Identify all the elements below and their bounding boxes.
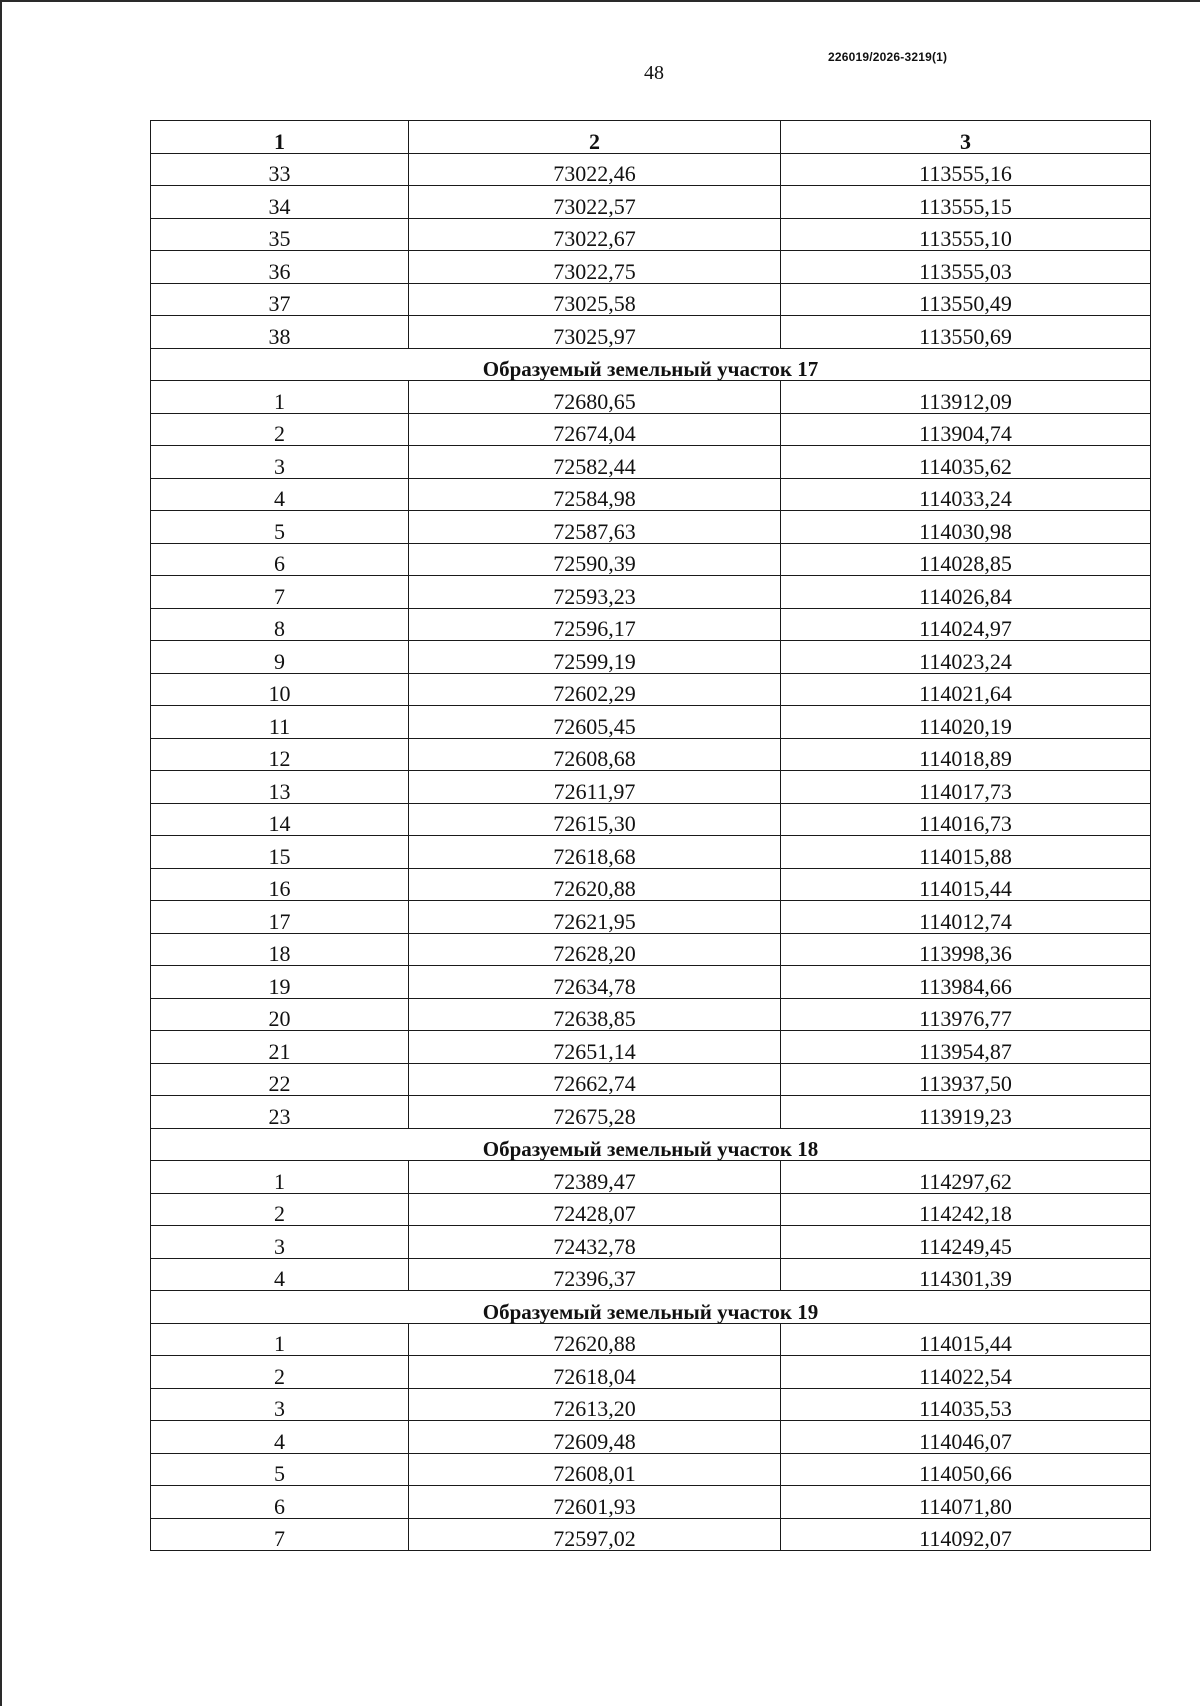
point-number-cell: 17 xyxy=(151,901,409,934)
y-coordinate-cell: 113976,77 xyxy=(781,998,1151,1031)
x-coordinate-cell: 72680,65 xyxy=(409,381,781,414)
x-coordinate-cell: 72621,95 xyxy=(409,901,781,934)
x-coordinate-cell: 73022,46 xyxy=(409,153,781,186)
table-row xyxy=(151,153,1151,186)
section-title: Образуемый земельный участок 19 xyxy=(151,1291,1151,1324)
table-row xyxy=(151,1193,1151,1226)
table-row xyxy=(151,381,1151,414)
y-coordinate-cell: 114024,97 xyxy=(781,608,1151,641)
table-row xyxy=(151,608,1151,641)
table-row xyxy=(151,413,1151,446)
y-coordinate-cell: 114028,85 xyxy=(781,543,1151,576)
table-row xyxy=(151,1453,1151,1486)
table-row xyxy=(151,1421,1151,1454)
y-coordinate-cell: 114020,19 xyxy=(781,706,1151,739)
x-coordinate-cell: 73022,57 xyxy=(409,186,781,219)
point-number-cell: 38 xyxy=(151,316,409,349)
point-number-cell: 23 xyxy=(151,1096,409,1129)
y-coordinate-cell: 114092,07 xyxy=(781,1518,1151,1551)
x-coordinate-cell: 72590,39 xyxy=(409,543,781,576)
table-row xyxy=(151,771,1151,804)
point-number-cell: 18 xyxy=(151,933,409,966)
y-coordinate-cell: 114046,07 xyxy=(781,1421,1151,1454)
point-number-cell: 35 xyxy=(151,218,409,251)
table-row xyxy=(151,446,1151,479)
x-coordinate-cell: 73025,58 xyxy=(409,283,781,316)
table-row xyxy=(151,1161,1151,1194)
table-row xyxy=(151,1226,1151,1259)
x-coordinate-cell: 72396,37 xyxy=(409,1258,781,1291)
table-header-row xyxy=(151,121,1151,154)
y-coordinate-cell: 114301,39 xyxy=(781,1258,1151,1291)
x-coordinate-cell: 72389,47 xyxy=(409,1161,781,1194)
x-coordinate-cell: 72613,20 xyxy=(409,1388,781,1421)
y-coordinate-cell: 114035,62 xyxy=(781,446,1151,479)
point-number-cell: 11 xyxy=(151,706,409,739)
x-coordinate-cell: 72638,85 xyxy=(409,998,781,1031)
point-number-cell: 4 xyxy=(151,1421,409,1454)
point-number-cell: 10 xyxy=(151,673,409,706)
x-coordinate-cell: 72428,07 xyxy=(409,1193,781,1226)
table-row xyxy=(151,1258,1151,1291)
y-coordinate-cell: 113555,16 xyxy=(781,153,1151,186)
x-coordinate-cell: 72674,04 xyxy=(409,413,781,446)
table-row xyxy=(151,1063,1151,1096)
point-number-cell: 37 xyxy=(151,283,409,316)
y-coordinate-cell: 114297,62 xyxy=(781,1161,1151,1194)
point-number-cell: 4 xyxy=(151,1258,409,1291)
y-coordinate-cell: 114021,64 xyxy=(781,673,1151,706)
section-title-row xyxy=(151,1128,1151,1161)
y-coordinate-cell: 113954,87 xyxy=(781,1031,1151,1064)
y-coordinate-cell: 113550,49 xyxy=(781,283,1151,316)
point-number-cell: 13 xyxy=(151,771,409,804)
y-coordinate-cell: 114050,66 xyxy=(781,1453,1151,1486)
point-number-cell: 9 xyxy=(151,641,409,674)
section-title: Образуемый земельный участок 17 xyxy=(151,348,1151,381)
x-coordinate-cell: 72615,30 xyxy=(409,803,781,836)
point-number-cell: 21 xyxy=(151,1031,409,1064)
table-row xyxy=(151,738,1151,771)
x-coordinate-cell: 72651,14 xyxy=(409,1031,781,1064)
table-row xyxy=(151,868,1151,901)
table-row xyxy=(151,1518,1151,1551)
y-coordinate-cell: 113904,74 xyxy=(781,413,1151,446)
x-coordinate-cell: 72582,44 xyxy=(409,446,781,479)
table-row xyxy=(151,966,1151,999)
point-number-cell: 22 xyxy=(151,1063,409,1096)
section-title-row xyxy=(151,1291,1151,1324)
point-number-cell: 2 xyxy=(151,1356,409,1389)
x-coordinate-cell: 73025,97 xyxy=(409,316,781,349)
table-row xyxy=(151,1096,1151,1129)
point-number-cell: 1 xyxy=(151,381,409,414)
point-number-cell: 7 xyxy=(151,576,409,609)
table-row xyxy=(151,836,1151,869)
point-number-cell: 15 xyxy=(151,836,409,869)
y-coordinate-cell: 114026,84 xyxy=(781,576,1151,609)
point-number-cell: 5 xyxy=(151,511,409,544)
table-row xyxy=(151,218,1151,251)
y-coordinate-cell: 114022,54 xyxy=(781,1356,1151,1389)
section-title-row xyxy=(151,348,1151,381)
point-number-cell: 6 xyxy=(151,1486,409,1519)
scan-edge-left xyxy=(0,0,2,1706)
table-row xyxy=(151,1388,1151,1421)
y-coordinate-cell: 113912,09 xyxy=(781,381,1151,414)
x-coordinate-cell: 73022,67 xyxy=(409,218,781,251)
point-number-cell: 33 xyxy=(151,153,409,186)
x-coordinate-cell: 72601,93 xyxy=(409,1486,781,1519)
point-number-cell: 14 xyxy=(151,803,409,836)
point-number-cell: 8 xyxy=(151,608,409,641)
y-coordinate-cell: 113919,23 xyxy=(781,1096,1151,1129)
y-coordinate-cell: 114033,24 xyxy=(781,478,1151,511)
y-coordinate-cell: 114023,24 xyxy=(781,641,1151,674)
point-number-cell: 19 xyxy=(151,966,409,999)
y-coordinate-cell: 114012,74 xyxy=(781,901,1151,934)
point-number-cell: 3 xyxy=(151,1388,409,1421)
point-number-cell: 20 xyxy=(151,998,409,1031)
x-coordinate-cell: 72618,04 xyxy=(409,1356,781,1389)
table-row xyxy=(151,641,1151,674)
table-row xyxy=(151,1323,1151,1356)
y-coordinate-cell: 113984,66 xyxy=(781,966,1151,999)
x-coordinate-cell: 72675,28 xyxy=(409,1096,781,1129)
x-coordinate-cell: 72608,01 xyxy=(409,1453,781,1486)
point-number-cell: 1 xyxy=(151,1161,409,1194)
y-coordinate-cell: 113550,69 xyxy=(781,316,1151,349)
column-header-y: 3 xyxy=(781,121,1151,154)
page-number: 48 xyxy=(644,62,664,84)
x-coordinate-cell: 73022,75 xyxy=(409,251,781,284)
y-coordinate-cell: 113998,36 xyxy=(781,933,1151,966)
y-coordinate-cell: 114017,73 xyxy=(781,771,1151,804)
point-number-cell: 4 xyxy=(151,478,409,511)
coordinates-table-body xyxy=(151,121,1151,1551)
point-number-cell: 3 xyxy=(151,446,409,479)
point-number-cell: 1 xyxy=(151,1323,409,1356)
point-number-cell: 7 xyxy=(151,1518,409,1551)
y-coordinate-cell: 114016,73 xyxy=(781,803,1151,836)
table-row xyxy=(151,706,1151,739)
y-coordinate-cell: 113937,50 xyxy=(781,1063,1151,1096)
table-row xyxy=(151,316,1151,349)
y-coordinate-cell: 113555,15 xyxy=(781,186,1151,219)
x-coordinate-cell: 72605,45 xyxy=(409,706,781,739)
scan-edge-top xyxy=(0,0,1200,2)
y-coordinate-cell: 113555,10 xyxy=(781,218,1151,251)
point-number-cell: 2 xyxy=(151,1193,409,1226)
y-coordinate-cell: 114249,45 xyxy=(781,1226,1151,1259)
x-coordinate-cell: 72599,19 xyxy=(409,641,781,674)
x-coordinate-cell: 72611,97 xyxy=(409,771,781,804)
y-coordinate-cell: 114242,18 xyxy=(781,1193,1151,1226)
y-coordinate-cell: 114035,53 xyxy=(781,1388,1151,1421)
x-coordinate-cell: 72634,78 xyxy=(409,966,781,999)
point-number-cell: 34 xyxy=(151,186,409,219)
y-coordinate-cell: 114015,88 xyxy=(781,836,1151,869)
y-coordinate-cell: 113555,03 xyxy=(781,251,1151,284)
x-coordinate-cell: 72602,29 xyxy=(409,673,781,706)
table-row xyxy=(151,1356,1151,1389)
x-coordinate-cell: 72620,88 xyxy=(409,1323,781,1356)
point-number-cell: 16 xyxy=(151,868,409,901)
x-coordinate-cell: 72618,68 xyxy=(409,836,781,869)
y-coordinate-cell: 114015,44 xyxy=(781,868,1151,901)
table-row xyxy=(151,576,1151,609)
x-coordinate-cell: 72608,68 xyxy=(409,738,781,771)
point-number-cell: 3 xyxy=(151,1226,409,1259)
point-number-cell: 6 xyxy=(151,543,409,576)
y-coordinate-cell: 114018,89 xyxy=(781,738,1151,771)
y-coordinate-cell: 114071,80 xyxy=(781,1486,1151,1519)
table-row xyxy=(151,803,1151,836)
x-coordinate-cell: 72432,78 xyxy=(409,1226,781,1259)
table-row xyxy=(151,478,1151,511)
x-coordinate-cell: 72597,02 xyxy=(409,1518,781,1551)
table-row xyxy=(151,1031,1151,1064)
x-coordinate-cell: 72587,63 xyxy=(409,511,781,544)
table-row xyxy=(151,673,1151,706)
point-number-cell: 5 xyxy=(151,1453,409,1486)
x-coordinate-cell: 72662,74 xyxy=(409,1063,781,1096)
point-number-cell: 12 xyxy=(151,738,409,771)
table-row xyxy=(151,543,1151,576)
column-header-point: 1 xyxy=(151,121,409,154)
table-row xyxy=(151,283,1151,316)
table-row xyxy=(151,511,1151,544)
table-row xyxy=(151,186,1151,219)
x-coordinate-cell: 72584,98 xyxy=(409,478,781,511)
y-coordinate-cell: 114030,98 xyxy=(781,511,1151,544)
table-row xyxy=(151,251,1151,284)
coordinates-table xyxy=(150,120,1151,1551)
table-row xyxy=(151,933,1151,966)
table-row xyxy=(151,998,1151,1031)
point-number-cell: 36 xyxy=(151,251,409,284)
document-number: 226019/2026-3219(1) xyxy=(828,50,948,64)
table-row xyxy=(151,1486,1151,1519)
column-header-x: 2 xyxy=(409,121,781,154)
x-coordinate-cell: 72596,17 xyxy=(409,608,781,641)
x-coordinate-cell: 72620,88 xyxy=(409,868,781,901)
point-number-cell: 2 xyxy=(151,413,409,446)
x-coordinate-cell: 72628,20 xyxy=(409,933,781,966)
section-title: Образуемый земельный участок 18 xyxy=(151,1128,1151,1161)
table-row xyxy=(151,901,1151,934)
x-coordinate-cell: 72593,23 xyxy=(409,576,781,609)
y-coordinate-cell: 114015,44 xyxy=(781,1323,1151,1356)
x-coordinate-cell: 72609,48 xyxy=(409,1421,781,1454)
